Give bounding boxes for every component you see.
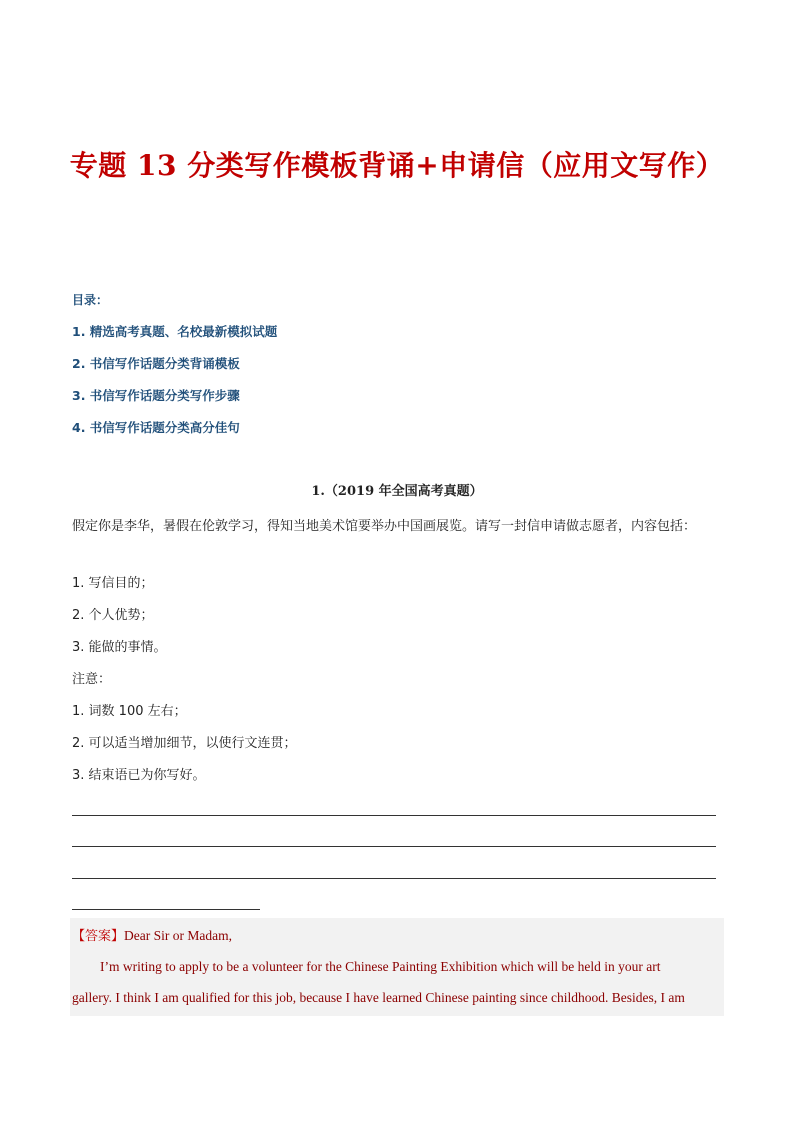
note-2: 2. 可以适当增加细节，以使行文连贯； [72, 736, 297, 751]
answer-line-1: I’m writing to apply to be a volunteer for the Chinese Painting Exhibition which will be held in your art [100, 959, 661, 974]
question-heading: 1.（2019 年全国高考真题） [311, 484, 483, 499]
notes-heading: 注意： [72, 672, 112, 687]
toc-item-1: 1. 精选高考真题、名校最新模拟试题 [72, 324, 278, 339]
table-of-contents [72, 290, 722, 438]
answer-tag: 【答案】 [72, 929, 125, 944]
answer-salutation: Dear Sir or Madam, [124, 928, 232, 943]
content-point-3: 3. 能做的事情。 [72, 640, 167, 655]
toc-heading: 目录： [72, 293, 109, 307]
question-prompt: 假定你是李华，暑假在伦敦学习，得知当地美术馆要举办中国画展览。请写一封信申请做志愿者，内容包括： [72, 519, 697, 534]
writing-line-2 [72, 846, 716, 847]
writing-line-4 [72, 909, 260, 910]
toc-item-4: 4. 书信写作话题分类高分佳句 [72, 420, 240, 435]
answer-salutation-line [72, 926, 720, 946]
writing-line-1 [72, 815, 716, 816]
toc-item-3: 3. 书信写作话题分类写作步骤 [72, 388, 240, 403]
note-3: 3. 结束语已为你写好。 [72, 768, 206, 783]
content-point-1: 1. 写信目的； [72, 576, 154, 591]
note-1: 1. 词数 100 左右； [72, 704, 187, 719]
content-point-2: 2. 个人优势； [72, 608, 154, 623]
page-title: 专题 13 分类写作模板背诵+申请信（应用文写作） [69, 149, 725, 182]
toc-item-2: 2. 书信写作话题分类背诵模板 [72, 356, 240, 371]
answer-line-2: gallery. I think I am qualified for this job, because I have learned Chinese painting since childhood. Besides, I am [72, 990, 685, 1005]
writing-line-3 [72, 878, 716, 879]
